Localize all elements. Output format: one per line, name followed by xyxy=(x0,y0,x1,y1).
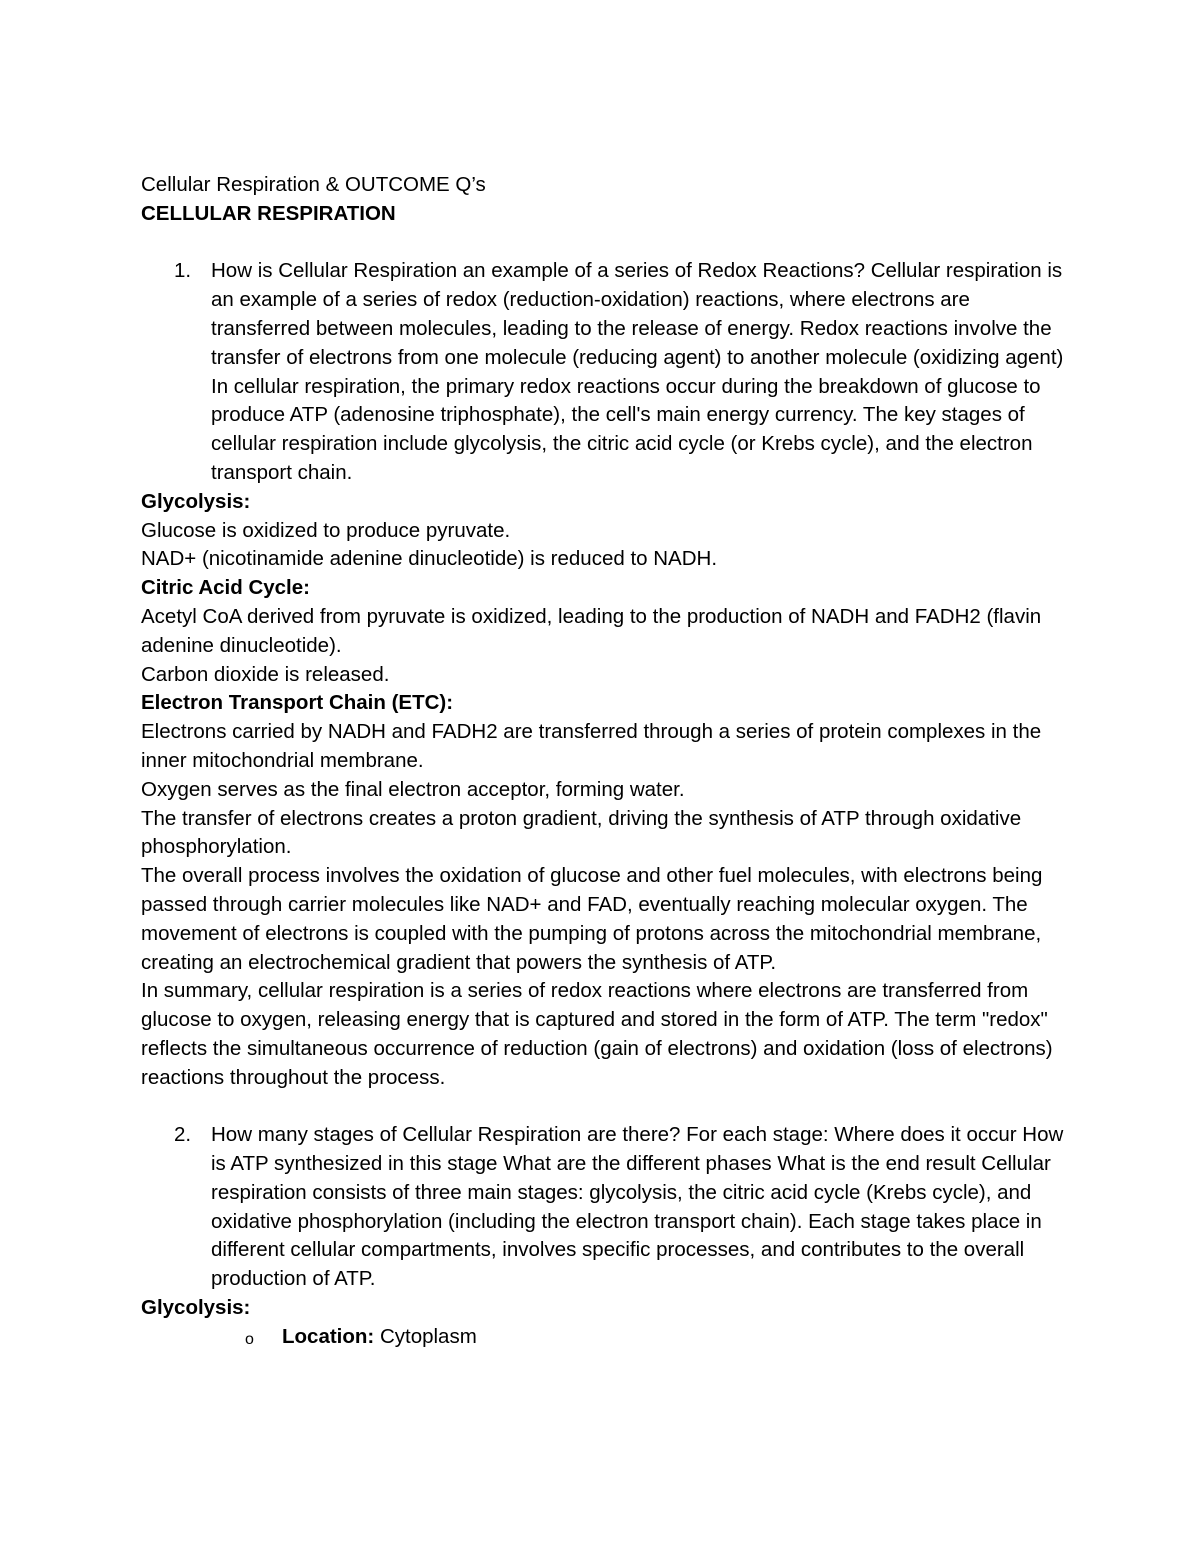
question-1 xyxy=(141,257,1071,487)
question-1-number: 1. xyxy=(174,259,192,283)
etc-line: Electrons carried by NADH and FADH2 are transferred through a series of protein complexes in the inner mitochondrial membrane. xyxy=(141,720,1042,772)
citric-acid-cycle-line: Acetyl CoA derived from pyruvate is oxidized, leading to the production of NADH and FADH2 (flavin adenine dinucleotide). xyxy=(141,604,1042,657)
location-value: Cytoplasm xyxy=(374,1324,477,1348)
etc-heading: Electron Transport Chain (ETC): xyxy=(141,691,454,715)
glycolysis-heading: Glycolysis: xyxy=(141,489,251,513)
question-2-text: How many stages of Cellular Respiration are there? For each stage: Where does it occur How is ATP synthesized in this stage What are the different phases What is the end result Cellular respiration consists of three main stages: glycolysis, the citric acid cycle (Krebs cycle), and oxidative phosphorylation (including the electron transport chain). Each stage takes place in different cellular compartments, involves specific processes, and contributes to the overall production of ATP. xyxy=(211,1123,1064,1291)
glycolysis-line: NAD+ (nicotinamide adenine dinucleotide) is reduced to NADH. xyxy=(141,547,718,571)
question-list-2 xyxy=(141,1121,1071,1294)
location-item xyxy=(141,1323,1071,1352)
blank-line xyxy=(141,1093,1071,1122)
citric-acid-cycle-heading: Citric Acid Cycle: xyxy=(141,576,310,600)
overall-process-paragraph: The overall process involves the oxidation of glucose and other fuel molecules, with electrons being passed through carrier molecules like NAD+ and FAD, eventually reaching molecular oxygen. The movement of electrons is coupled with the pumping of protons across the mitochondrial membrane, creating an electrochemical gradient that powers the synthesis of ATP. xyxy=(141,864,1043,974)
etc-line: Oxygen serves as the final electron acceptor, forming water. xyxy=(141,777,685,801)
etc-line: The transfer of electrons creates a proton gradient, driving the synthesis of ATP through oxidative phosphorylation. xyxy=(141,806,1022,859)
summary-paragraph: In summary, cellular respiration is a series of redox reactions where electrons are transferred from glucose to oxygen, releasing energy that is captured and stored in the form of ATP. The term "redox" reflects the simultaneous occurrence of reduction (gain of electrons) and oxidation (loss of electrons) reactions throughout the process. xyxy=(141,979,1053,1089)
circle-bullet-icon: o xyxy=(245,1330,254,1348)
section-heading: CELLULAR RESPIRATION xyxy=(141,201,396,225)
document-title: Cellular Respiration & OUTCOME Q’s xyxy=(141,173,486,196)
question-list-1 xyxy=(141,257,1071,487)
blank-line xyxy=(141,229,1071,258)
citric-acid-cycle-line: Carbon dioxide is released. xyxy=(141,662,390,686)
document-body xyxy=(141,171,1071,1352)
glycolysis-stage-heading: Glycolysis: xyxy=(141,1296,251,1320)
question-2-number: 2. xyxy=(174,1123,192,1147)
question-1-text: How is Cellular Respiration an example of a series of Redox Reactions? Cellular respiration is an example of a series of redox (reduction-oxidation) reactions, where electrons are transferred between molecules, leading to the release of energy. Redox reactions involve the transfer of electrons from one molecule (reducing agent) to another molecule (oxidizing agent) In cellular respiration, the primary redox reactions occur during the breakdown of glucose to produce ATP (adenosine triphosphate), the cell's main energy currency. The key stages of cellular respiration include glycolysis, the citric acid cycle (or Krebs cycle), and the electron transport chain. xyxy=(211,259,1064,484)
glycolysis-line: Glucose is oxidized to produce pyruvate. xyxy=(141,518,511,542)
location-label: Location: xyxy=(282,1324,375,1348)
question-2 xyxy=(141,1121,1071,1294)
